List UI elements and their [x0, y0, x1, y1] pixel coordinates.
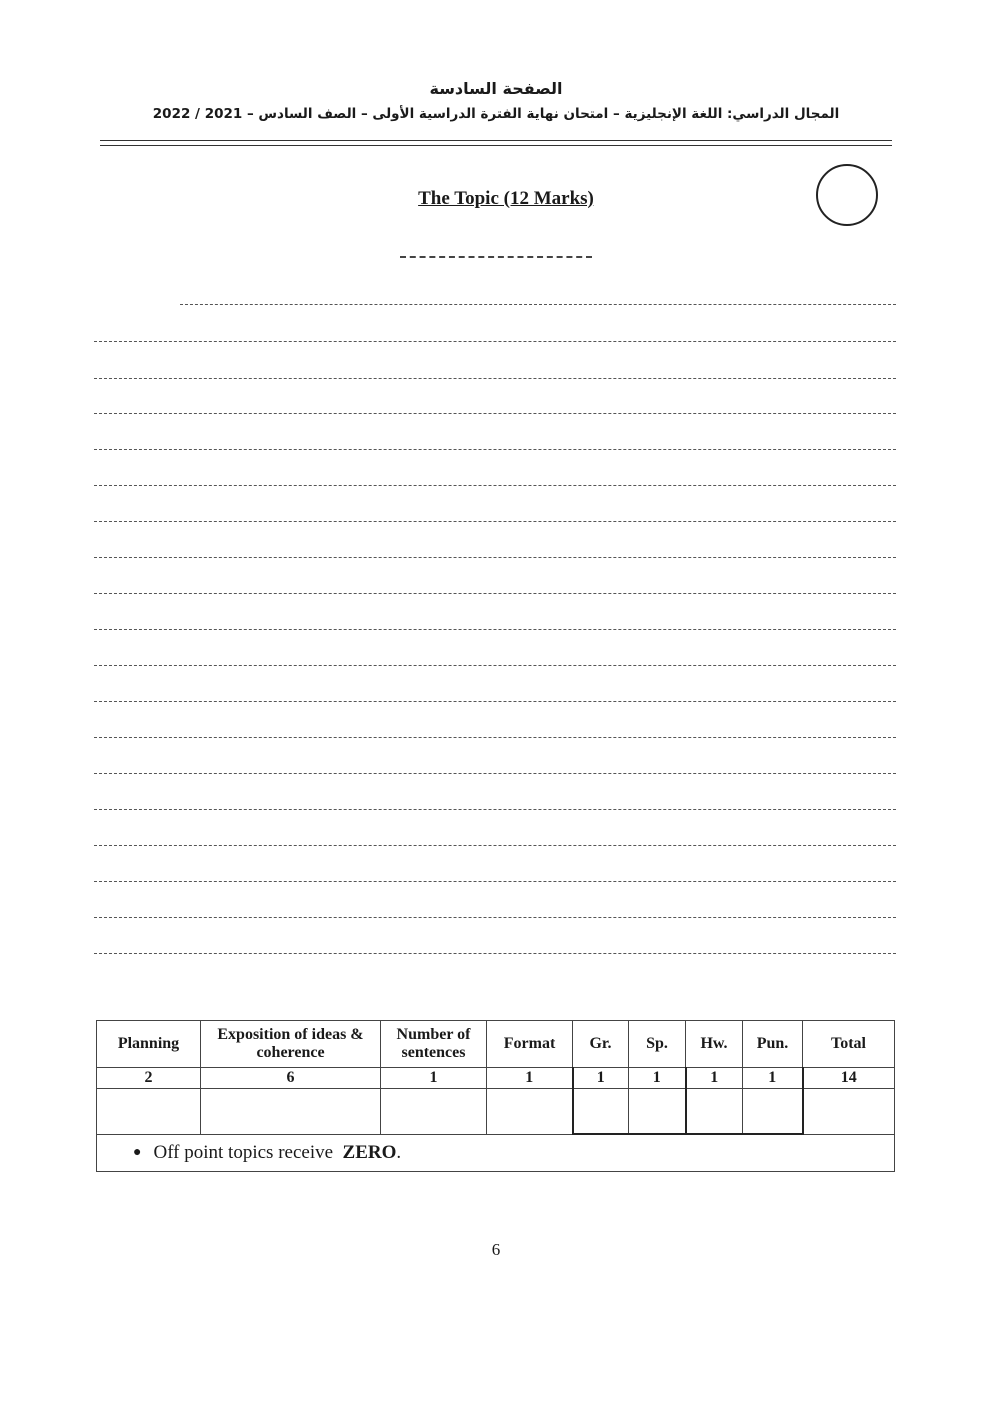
page-label: الصفحة السادسة — [429, 79, 563, 98]
writing-line[interactable] — [94, 378, 896, 379]
score-cell[interactable] — [487, 1089, 573, 1135]
score-cell[interactable] — [381, 1089, 487, 1135]
writing-line[interactable] — [94, 845, 896, 846]
rubric-header: Format — [487, 1021, 573, 1068]
bullet-icon: ● — [133, 1145, 142, 1160]
rubric-header: Sp. — [629, 1021, 686, 1068]
subject-line: المجال الدراسي: اللغة الإنجليزية – امتحان نهاية الفترة الدراسية الأولى – الصف السادس – 2021 / 2022 — [152, 106, 840, 122]
writing-line[interactable] — [94, 485, 896, 486]
writing-line[interactable] — [94, 917, 896, 918]
writing-line[interactable] — [94, 521, 896, 522]
writing-line[interactable] — [94, 701, 896, 702]
note-text: Off point topics receive — [153, 1142, 334, 1163]
rubric-mark: 1 — [743, 1068, 803, 1089]
writing-line[interactable] — [94, 341, 896, 342]
writing-line[interactable] — [94, 629, 896, 630]
writing-line[interactable] — [94, 665, 896, 666]
writing-line[interactable] — [94, 557, 896, 558]
writing-line[interactable] — [94, 953, 896, 954]
score-cell[interactable] — [573, 1089, 629, 1135]
topic-title: The Topic (12 Marks) — [418, 188, 594, 209]
score-cell[interactable] — [97, 1089, 201, 1135]
writing-line[interactable] — [94, 413, 896, 414]
rubric-header: Pun. — [743, 1021, 803, 1068]
note-end: . — [396, 1142, 402, 1163]
rubric-mark: 1 — [487, 1068, 573, 1089]
rubric-mark: 1 — [629, 1068, 686, 1089]
writing-line[interactable] — [94, 881, 896, 882]
rubric-note-row — [97, 1134, 895, 1172]
score-cell[interactable] — [743, 1089, 803, 1135]
writing-line[interactable] — [94, 809, 896, 810]
rubric-mark: 6 — [201, 1068, 381, 1089]
page-number: 6 — [491, 1240, 501, 1259]
rubric-header: Total — [803, 1021, 895, 1068]
note-emphasis: ZERO — [342, 1142, 397, 1163]
rubric-mark: 1 — [573, 1068, 629, 1089]
topic-title-blank[interactable] — [400, 256, 592, 258]
rubric-marks-row — [97, 1068, 895, 1089]
page-header — [0, 78, 992, 125]
score-cell[interactable] — [201, 1089, 381, 1135]
rubric-header: Planning — [97, 1021, 201, 1068]
rubric-header: Exposition of ideas & coherence — [201, 1021, 381, 1068]
rubric-mark: 1 — [381, 1068, 487, 1089]
writing-line[interactable] — [94, 449, 896, 450]
score-cell[interactable] — [803, 1089, 895, 1135]
rubric-table — [96, 1020, 895, 1172]
writing-line[interactable] — [94, 773, 896, 774]
writing-line[interactable] — [180, 304, 896, 305]
rubric-header: Number of sentences — [381, 1021, 487, 1068]
score-cell[interactable] — [629, 1089, 686, 1135]
header-divider — [100, 140, 892, 146]
score-circle — [816, 164, 878, 226]
rubric-mark: 1 — [686, 1068, 743, 1089]
rubric-header: Gr. — [573, 1021, 629, 1068]
rubric-mark: 14 — [803, 1068, 895, 1089]
rubric-header: Hw. — [686, 1021, 743, 1068]
rubric-header-row — [97, 1021, 895, 1068]
rubric-score-row[interactable] — [97, 1089, 895, 1135]
rubric-mark: 2 — [97, 1068, 201, 1089]
score-cell[interactable] — [686, 1089, 743, 1135]
writing-line[interactable] — [94, 737, 896, 738]
rubric-note — [97, 1134, 895, 1172]
writing-line[interactable] — [94, 593, 896, 594]
